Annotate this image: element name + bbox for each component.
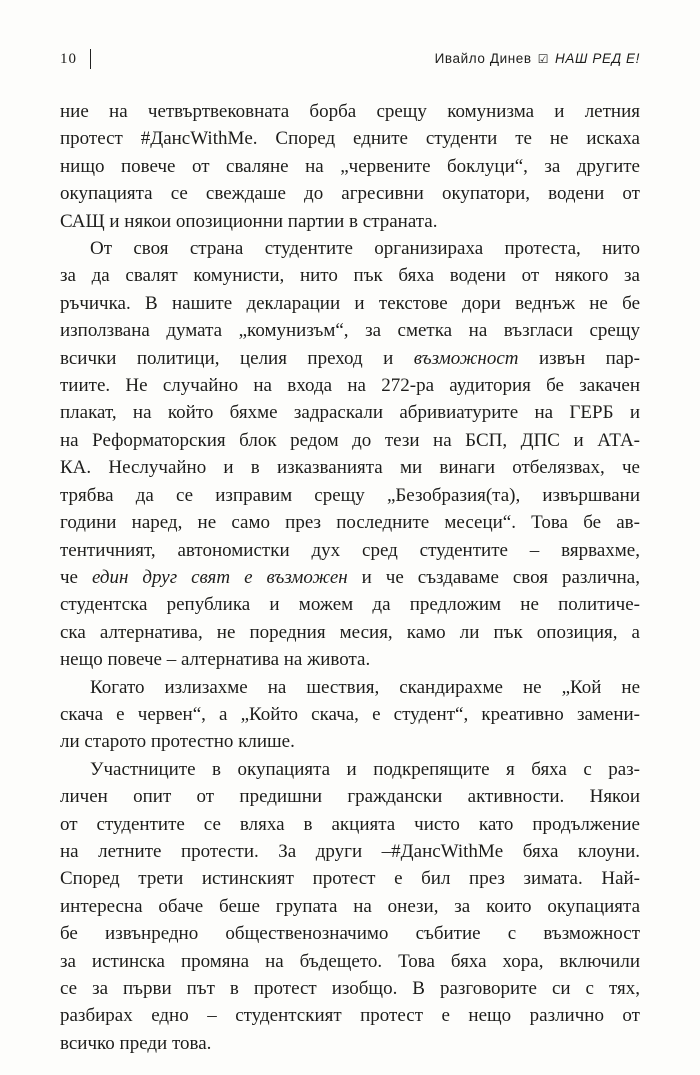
text-line: се за първи път в протест изобщо. В разговорите си с тях, [60,978,640,999]
body-text [60,98,640,1057]
emphasis: един друг свят е възможен [91,566,348,588]
running-header [60,46,640,72]
author-name: Ивайло Динев [434,51,532,66]
page-number-divider [90,49,91,69]
text-line: ли старото протестно клише. [60,731,295,753]
text-line: нищо повече от сваляне на „червените боклуци“, за другите [60,155,640,177]
text-line: скача е червен“, а „Който скача, е студент“, креативно замени- [60,703,640,725]
text-line: окупацията се свеждаше до агресивни окупатори, водени от [60,183,640,205]
text-line: От своя страна студентите организираха протеста, нито [90,238,640,260]
page-number: 10 [60,51,77,67]
paragraph [60,756,640,1057]
text-line: години наред, не само през последните месеци“. Това бе ав- [60,512,640,534]
text-line: Според трети истинският протест е бил през зимата. Най- [60,868,640,890]
text-line: личен опит от предишни граждански активности. Някои [60,786,640,808]
text-line: трябва да се изправим срещу „Безобразия(та), извършвани [60,484,640,506]
paragraph [60,674,640,756]
text-line: ръчичка. В нашите декларации и текстове дори веднъж не бе [60,292,640,314]
text-line: за да свалят комунисти, нито пък бяха водени от някого за [60,265,640,287]
text-line: използвана думата „комунизъм“, за сметка на възгласи срещу [60,320,640,342]
book-title: НАШ РЕД Е! [555,51,640,66]
text-run: че [60,566,92,588]
text-line: от студентите се вляха в акцията чисто като продължение [60,813,640,835]
text-line: КА. Неслучайно и в изказванията ми винаги отбелязвах, че [60,457,640,479]
text-line: Участниците в окупацията и подкрепящите я бяха с раз- [90,758,640,780]
paragraph [60,98,640,235]
text-line: тентичният, автономистки дух сред студентите – вярвахме, [60,539,640,561]
text-line [60,345,640,372]
text-line: на летните протести. За други –#ДансWithMe бяха клоуни. [60,840,640,862]
text-line: САЩ и някои опозиционни партии в страната. [60,210,438,232]
emphasis: възможност [413,347,519,369]
text-line: всичко преди това. [60,1032,212,1054]
text-line: студентска република и можем да предложим не политиче- [60,594,640,616]
paragraph [60,235,640,674]
text-line: тиите. Не случайно на входа на 272-ра аудитория бе закачен [60,375,640,397]
text-line: ние на четвъртвековната борба срещу комунизма и летния [60,101,640,122]
ballot-box-icon: ☑ [537,52,550,66]
text-line: Когато излизахме на шествия, скандирахме не „Кой не [90,676,640,698]
text-line [60,564,640,591]
text-run: и че създаваме своя различна, [347,566,640,588]
text-line: разбирах едно – студентският протест е нещо различно от [60,1005,640,1027]
text-line: бе извънредно общественозначимо събитие с възможност [60,923,640,945]
text-line: ска алтернатива, не поредния месия, камо ли пък опозиция, а [60,621,640,643]
text-line: интересна обаче беше групата на онези, за които окупацията [60,895,640,917]
text-run: всички политици, целия преход и [60,347,414,369]
text-line: плакат, на който бяхме задраскали абривиатурите на ГЕРБ и [60,402,640,424]
text-line: на Реформаторския блок редом до тези на БСП, ДПС и АТА- [60,429,640,451]
running-head [435,46,640,72]
text-line: за истинска промяна на бъдещето. Това бяха хора, включили [60,950,640,972]
text-run: извън пар- [518,347,641,369]
text-line: протест #ДансWithMe. Според едните студенти те не искаха [60,128,640,150]
text-line: нещо повече – алтернатива на живота. [60,649,371,671]
